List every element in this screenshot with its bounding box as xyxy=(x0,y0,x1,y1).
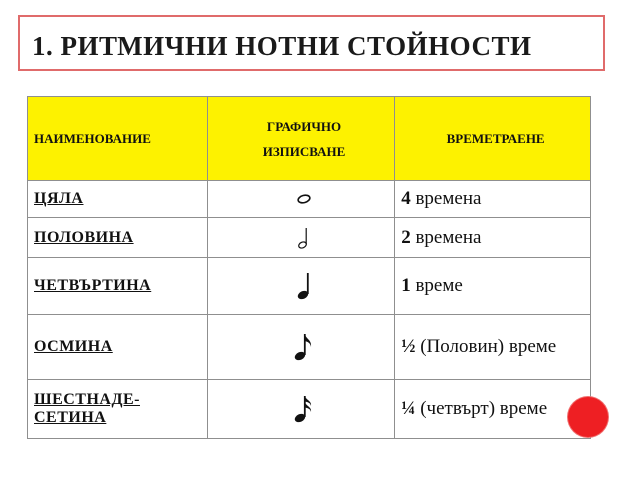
page-title: 1. РИТМИЧНИ НОТНИ СТОЙНОСТИ xyxy=(32,31,532,61)
row-duration xyxy=(395,258,591,315)
row-duration xyxy=(395,181,591,218)
header-graphic-line2: ИЗПИСВАНЕ xyxy=(262,143,346,159)
red-marker-dot xyxy=(568,397,608,437)
table-row xyxy=(28,258,591,315)
duration-text: времена xyxy=(410,226,482,248)
note-values-table xyxy=(27,96,591,439)
row-symbol xyxy=(207,380,394,439)
quarter-note-icon xyxy=(296,271,312,301)
header-duration: ВРЕМЕТРАЕНЕ xyxy=(395,97,591,181)
duration-text: времена xyxy=(410,188,482,209)
table-row xyxy=(28,181,591,218)
table-row xyxy=(28,315,591,380)
duration-number: 1 xyxy=(401,275,411,296)
row-symbol xyxy=(207,315,394,380)
table-row xyxy=(28,380,591,439)
row-duration xyxy=(395,380,591,439)
duration-number: ¼ xyxy=(401,398,416,419)
row-name: ЧЕТВЪРТИНА xyxy=(28,258,208,315)
duration-number: 2 xyxy=(401,226,411,248)
row-duration xyxy=(395,218,591,258)
row-duration xyxy=(395,315,591,380)
row-symbol xyxy=(207,218,394,258)
duration-number: ½ xyxy=(401,336,416,357)
header-graphic xyxy=(207,97,394,181)
table-row xyxy=(28,218,591,258)
whole-note-icon xyxy=(296,193,312,205)
row-name: ЦЯЛА xyxy=(28,181,208,218)
row-symbol xyxy=(207,181,394,218)
duration-text: време xyxy=(410,275,463,296)
duration-text: (Половин) време xyxy=(415,336,557,357)
duration-text: (четвърт) време xyxy=(415,398,548,419)
title-box xyxy=(18,15,605,71)
half-note-icon xyxy=(297,226,311,250)
row-name: ОСМИНА xyxy=(28,315,208,380)
eighth-note-icon xyxy=(293,332,315,362)
duration-number: 4 xyxy=(401,188,411,209)
row-name: ШЕСТНАДЕ-СЕТИНА xyxy=(28,380,208,439)
sixteenth-note-icon xyxy=(293,394,315,424)
table-header-row xyxy=(28,97,591,181)
header-graphic-line1: ГРАФИЧНО xyxy=(266,118,342,134)
header-name: НАИМЕНОВАНИЕ xyxy=(28,97,208,181)
row-name: ПОЛОВИНА xyxy=(28,218,208,258)
row-symbol xyxy=(207,258,394,315)
